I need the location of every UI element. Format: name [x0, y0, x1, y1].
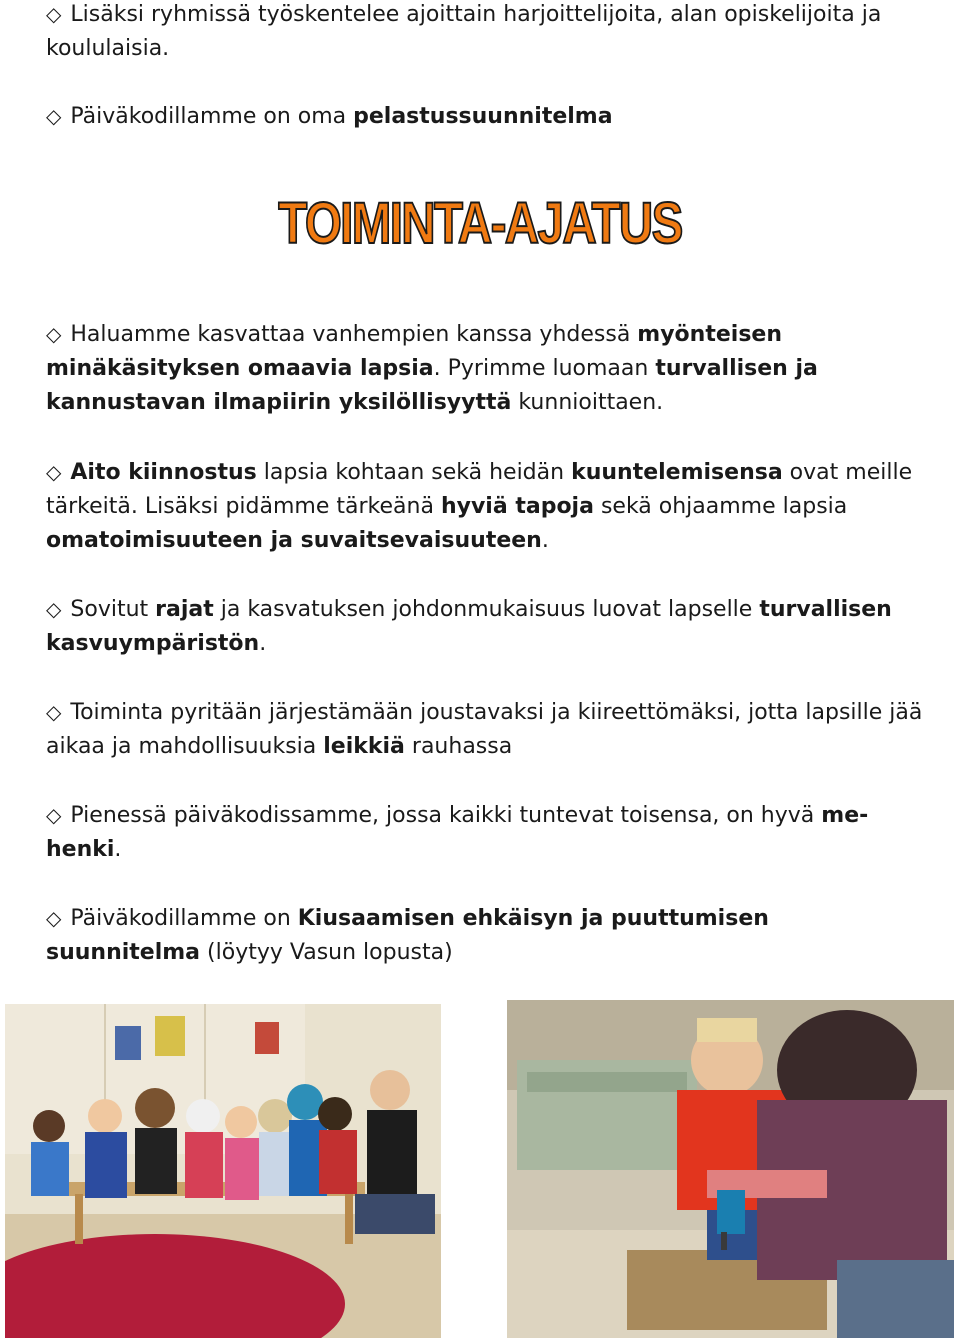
bold-text: kuuntelemisensa — [571, 460, 783, 485]
photo-children-bench — [5, 1004, 441, 1338]
text: Lisäksi ryhmissä työskentelee ajoittain harjoittelijoita, alan opiskelijoita ja koululaisia. — [46, 2, 882, 61]
photo-child-drilling-illustration — [507, 1000, 954, 1338]
paragraph-4 — [46, 455, 926, 558]
text: Haluamme kasvattaa vanhempien kanssa yhdessä — [70, 322, 638, 347]
bold-text: omatoimisuuteen ja suvaitsevaisuuteen — [46, 528, 542, 553]
bold-text: Aito kiinnostus — [70, 460, 257, 485]
text: rauhassa — [404, 734, 513, 759]
text: Päiväkodillamme on — [70, 906, 298, 931]
text: . Pyrimme luomaan — [433, 356, 656, 381]
photo-children-bench-illustration — [5, 1004, 441, 1338]
bold-text: turvallisen ja kannustavan ilmapiirin yksilöllisyyttä — [46, 356, 818, 415]
diamond-bullet-icon: ◇ — [46, 322, 62, 346]
text: Pienessä päiväkodissamme, jossa kaikki tuntevat toisensa, on hyvä — [70, 803, 822, 828]
text: kunnioittaen. — [511, 390, 664, 415]
diamond-bullet-icon: ◇ — [46, 460, 62, 484]
paragraph-3 — [46, 317, 926, 420]
diamond-bullet-icon: ◇ — [46, 700, 62, 724]
bold-text: leikkiä — [323, 734, 405, 759]
diamond-bullet-icon: ◇ — [46, 906, 62, 930]
bold-text: me-henki — [46, 803, 869, 862]
text: Päiväkodillamme on oma — [70, 104, 354, 129]
text: (löytyy Vasun lopusta) — [200, 940, 453, 965]
bold-text: turvallisen kasvuympäristön — [46, 597, 892, 656]
text: sekä ohjaamme lapsia — [593, 494, 848, 519]
page-title: TOIMINTA-AJATUS — [278, 191, 682, 256]
paragraph-8 — [46, 901, 926, 970]
text: Toiminta pyritään järjestämään joustavaksi ja kiireettömäksi, jotta lapsille jää aikaa ja mahdollisuuksia — [46, 700, 923, 759]
text: . — [259, 631, 267, 656]
diamond-bullet-icon: ◇ — [46, 597, 62, 621]
bold-text: hyviä tapoja — [440, 494, 594, 519]
text: lapsia kohtaan sekä heidän — [256, 460, 572, 485]
bold-text: Kiusaamisen ehkäisyn ja puuttumisen suunnitelma — [46, 906, 769, 965]
bold-text: pelastussuunnitelma — [353, 104, 613, 129]
title-container — [0, 190, 960, 257]
text: . — [541, 528, 549, 553]
text: ovat meille tärkeitä. Lisäksi pidämme tärkeänä — [46, 460, 913, 519]
paragraph-1 — [46, 0, 926, 66]
text: ja kasvatuksen johdonmukaisuus luovat lapselle — [213, 597, 760, 622]
paragraph-5 — [46, 592, 926, 661]
text: . — [114, 837, 122, 862]
diamond-bullet-icon: ◇ — [46, 2, 62, 26]
text: Sovitut — [70, 597, 156, 622]
paragraph-6 — [46, 695, 926, 764]
bold-text: rajat — [155, 597, 214, 622]
photo-child-drilling — [507, 1000, 954, 1338]
paragraph-7 — [46, 798, 926, 867]
bold-text: myönteisen minäkäsityksen omaavia lapsia — [46, 322, 782, 381]
diamond-bullet-icon: ◇ — [46, 104, 62, 128]
paragraph-2 — [46, 99, 926, 134]
diamond-bullet-icon: ◇ — [46, 803, 62, 827]
